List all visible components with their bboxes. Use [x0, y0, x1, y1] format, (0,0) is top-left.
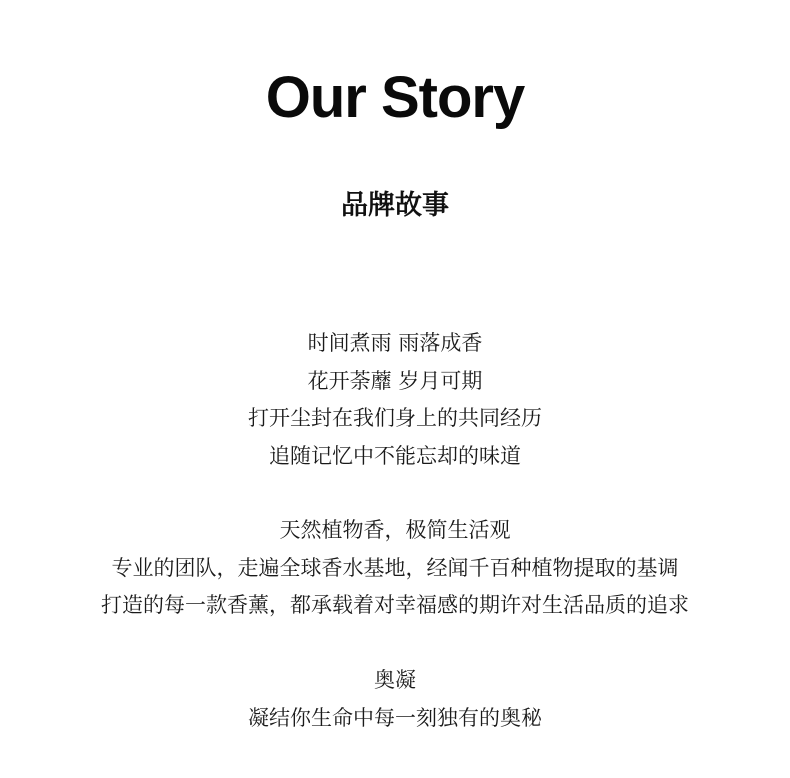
page-subtitle: 品牌故事 [341, 190, 449, 221]
story-line: 时间煮雨 雨落成香 [307, 331, 483, 355]
story-paragraph-3 [0, 662, 790, 737]
story-paragraph-2 [0, 512, 790, 625]
story-line: 专业的团队，走遍全球香水基地，经闻千百种植物提取的基调 [111, 555, 679, 580]
brand-name: 奥凝 [374, 668, 416, 692]
story-line: 花开荼蘼 岁月可期 [307, 368, 483, 393]
brand-tagline: 凝结你生命中每一刻独有的奥秘 [248, 705, 542, 730]
page-title: Our Story [265, 65, 525, 130]
story-line: 打开尘封在我们身上的共同经历 [248, 406, 542, 430]
story-line: 天然植物香，极简生活观 [279, 518, 511, 542]
story-paragraph-1 [0, 325, 790, 475]
story-line: 打造的每一款香薰，都承载着对幸福感的期许对生活品质的追求 [101, 593, 689, 617]
story-line: 追随记忆中不能忘却的味道 [269, 443, 521, 468]
